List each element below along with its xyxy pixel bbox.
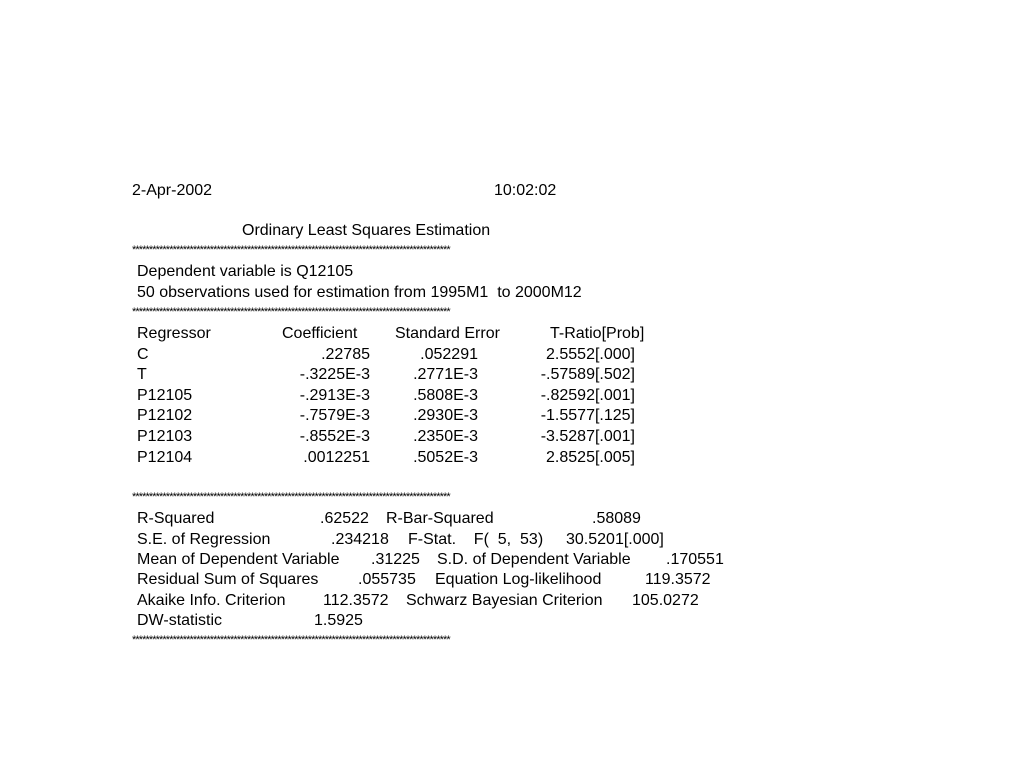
sbc-value: 105.0272	[632, 592, 699, 609]
f-stat-label: F-Stat. F( 5, 53)	[408, 531, 544, 548]
std-error-value: .5052E-3	[413, 449, 478, 466]
log-likelihood-value: 119.3572	[645, 571, 711, 588]
r-squared-label: R-Squared	[137, 510, 215, 527]
std-error-value: .2771E-3	[413, 366, 478, 383]
column-header-coefficient: Coefficient	[282, 325, 358, 342]
separator-line: **********************************************************************************************	[132, 244, 450, 250]
std-error-value: .2930E-3	[413, 407, 478, 424]
separator-line: **********************************************************************************************	[132, 634, 450, 640]
sd-dependent-value: .170551	[666, 551, 724, 568]
log-likelihood-label: Equation Log-likelihood	[435, 571, 602, 588]
coefficient-value: -.2913E-3	[299, 387, 370, 404]
coefficient-value: .22785	[321, 346, 370, 363]
report-title: Ordinary Least Squares Estimation	[242, 222, 491, 239]
dw-statistic-value: 1.5925	[314, 612, 363, 629]
separator-line: **********************************************************************************************	[132, 306, 450, 312]
coefficient-value: -.3225E-3	[299, 366, 370, 383]
coefficient-value: -.8552E-3	[299, 428, 370, 445]
report-time: 10:02:02	[494, 182, 557, 199]
rss-value: .055735	[358, 571, 416, 588]
aic-label: Akaike Info. Criterion	[137, 592, 286, 609]
aic-value: 112.3572	[323, 592, 389, 609]
column-header-regressor: Regressor	[137, 325, 211, 342]
mean-dependent-value: .31225	[371, 551, 420, 568]
regressor-name: P12102	[137, 407, 193, 424]
std-error-value: .2350E-3	[413, 428, 478, 445]
t-ratio-value: -1.5577[.125]	[540, 407, 635, 424]
dw-statistic-label: DW-statistic	[137, 612, 223, 629]
dependent-variable-line: Dependent variable is Q12105	[137, 263, 354, 280]
t-ratio-value: -.57589[.502]	[540, 366, 635, 383]
regressor-name: P12103	[137, 428, 193, 445]
r-bar-squared-label: R-Bar-Squared	[386, 510, 494, 527]
column-header-t-ratio: T-Ratio[Prob]	[550, 325, 645, 342]
std-error-value: .5808E-3	[413, 387, 478, 404]
rss-label: Residual Sum of Squares	[137, 571, 319, 588]
sd-dependent-label: S.D. of Dependent Variable	[437, 551, 631, 568]
sbc-label: Schwarz Bayesian Criterion	[406, 592, 603, 609]
t-ratio-value: -3.5287[.001]	[540, 428, 635, 445]
std-error-value: .052291	[420, 346, 478, 363]
regressor-name: P12105	[137, 387, 193, 404]
report-date: 2-Apr-2002	[132, 182, 213, 199]
column-header-standard-error: Standard Error	[395, 325, 500, 342]
r-squared-value: .62522	[320, 510, 369, 527]
se-regression-value: .234218	[331, 531, 389, 548]
separator-line: **********************************************************************************************	[132, 491, 450, 497]
regressor-name: T	[137, 366, 147, 383]
se-regression-label: S.E. of Regression	[137, 531, 271, 548]
regressor-name: P12104	[137, 449, 193, 466]
mean-dependent-label: Mean of Dependent Variable	[137, 551, 340, 568]
coefficient-value: -.7579E-3	[299, 407, 370, 424]
regressor-name: C	[137, 346, 149, 363]
t-ratio-value: 2.5552[.000]	[546, 346, 635, 363]
observations-line: 50 observations used for estimation from 1995M1 to 2000M12	[137, 284, 582, 301]
r-bar-squared-value: .58089	[592, 510, 641, 527]
t-ratio-value: -.82592[.001]	[540, 387, 635, 404]
f-stat-value: 30.5201[.000]	[566, 531, 664, 548]
coefficient-value: .0012251	[303, 449, 370, 466]
t-ratio-value: 2.8525[.005]	[546, 449, 635, 466]
